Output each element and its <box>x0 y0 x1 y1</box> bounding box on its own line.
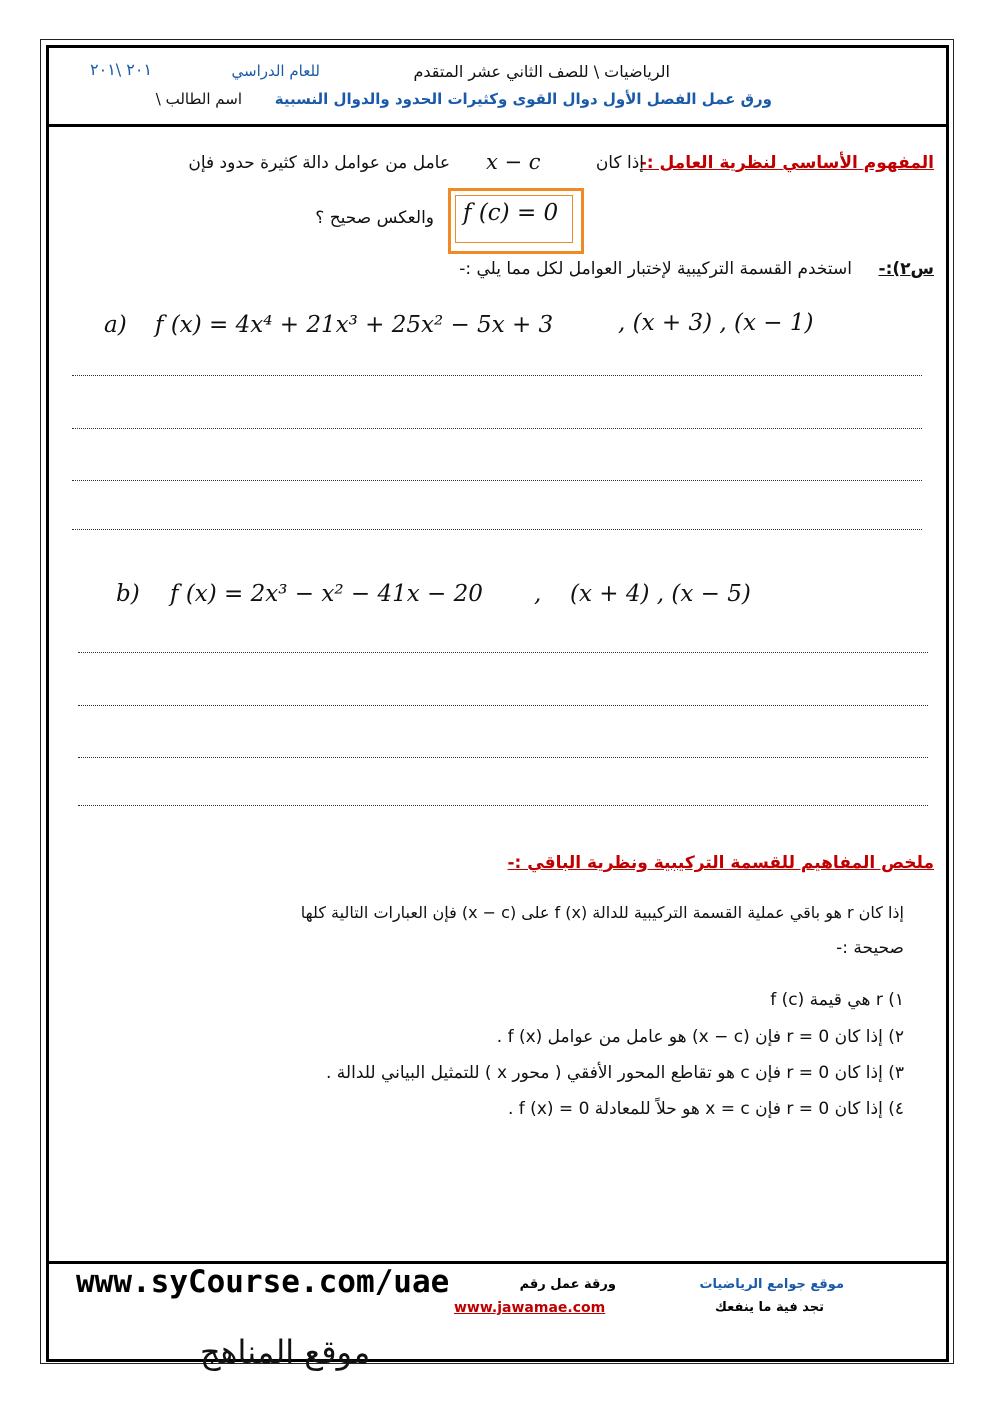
header-worksheet-title: ورق عمل الفصل الأول دوال القوى وكثيرات الحدود والدوال النسبية <box>274 90 772 108</box>
answer-line[interactable] <box>78 705 928 706</box>
part-b-separator: , <box>534 581 542 607</box>
question-instruction: استخدم القسمة التركيبية لإختبار العوامل لكل مما يلي :- <box>459 259 852 279</box>
concept-if: إذا كان <box>595 153 644 173</box>
answer-line[interactable] <box>78 652 928 653</box>
header-divider <box>46 124 946 127</box>
answer-line[interactable] <box>72 480 922 481</box>
summary-item-4: ٤) إذا كان r = 0 فإن x = c هو حلاً للمعادلة f (x) = 0 . <box>507 1099 904 1119</box>
answer-line[interactable] <box>72 375 922 376</box>
concept-title: المفهوم الأساسي لنظرية العامل :- <box>639 153 934 173</box>
part-b-function: f (x) = 2x³ − x² − 41x − 20 <box>170 581 483 607</box>
part-b-label: b) <box>116 581 140 607</box>
concept-text-rest: عامل من عوامل دالة كثيرة حدود فإن <box>188 153 450 173</box>
answer-line[interactable] <box>78 805 928 806</box>
footer-stamp: موقع المناهج <box>200 1333 371 1371</box>
summary-item-2: ٢) إذا كان r = 0 فإن (x − c) هو عامل من عوامل f (x) . <box>496 1027 904 1047</box>
header-year-label: للعام الدراسي <box>231 62 320 80</box>
footer-jawamae-title: موقع جوامع الرياضيات <box>699 1277 844 1292</box>
summary-intro-line1: إذا كان r هو باقي عملية القسمة التركيبية للدالة f (x) على (x − c) فإن العبارات التالية كلها <box>300 903 904 922</box>
summary-intro-line2: صحيحة :- <box>836 938 904 958</box>
concept-converse: والعكس صحيح ؟ <box>315 208 434 228</box>
part-a-function: f (x) = 4x⁴ + 21x³ + 25x² − 5x + 3 <box>155 312 554 338</box>
answer-line[interactable] <box>72 428 922 429</box>
header-year-value: ٢٠١ \٢٠١ <box>90 60 153 79</box>
footer-jawamae-slogan: تجد فية ما ينفعك <box>715 1300 824 1315</box>
part-a-label: a) <box>104 312 127 338</box>
footer-site-link[interactable]: www.syCourse.com/uae <box>76 1264 450 1300</box>
boxed-formula: f (c) = 0 <box>463 200 559 226</box>
concept-factor-expr: x − c <box>486 150 541 174</box>
answer-line[interactable] <box>78 757 928 758</box>
summary-item-1: ١) r هي قيمة f (c) <box>770 990 904 1010</box>
question-label: س٢):- <box>878 259 934 279</box>
part-a-factors: , (x + 3) , (x − 1) <box>618 310 814 336</box>
footer-jawamae-link[interactable]: www.jawamae.com <box>454 1300 606 1316</box>
summary-item-3: ٣) إذا كان r = 0 فإن c هو تقاطع المحور الأفقي ( محور x ) للتمثيل البياني للدالة . <box>326 1063 904 1083</box>
header-subject: الرياضيات \ للصف الثاني عشر المتقدم <box>413 62 670 81</box>
part-b-factors: (x + 4) , (x − 5) <box>570 581 751 607</box>
answer-line[interactable] <box>72 529 922 530</box>
student-name-label: اسم الطالب \ <box>155 90 242 108</box>
footer-worksheet-label: ورقة عمل رقم <box>519 1277 616 1292</box>
summary-title: ملخص المفاهيم للقسمة التركيبية ونظرية الباقي :- <box>507 853 934 873</box>
